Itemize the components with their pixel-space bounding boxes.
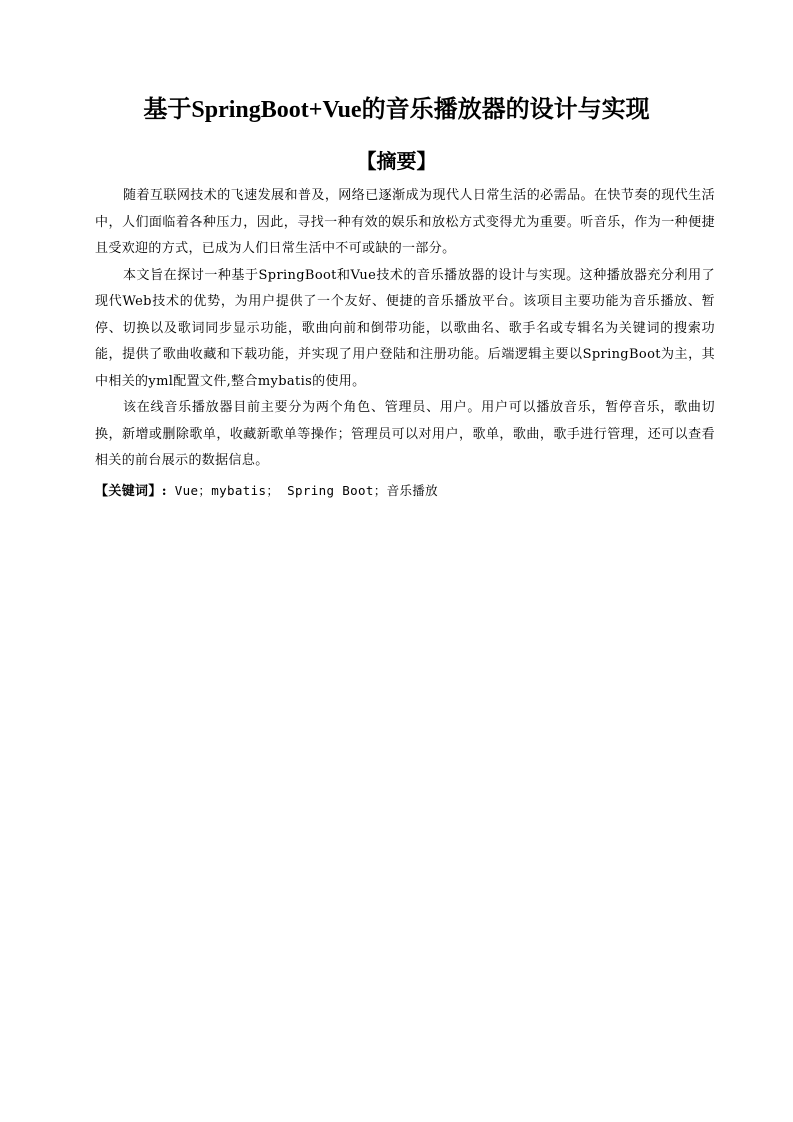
abstract-paragraph-3: 该在线音乐播放器目前主要分为两个角色、管理员、用户。用户可以播放音乐，暂停音乐，歌曲切换，新增或删除歌单，收藏新歌单等操作；管理员可以对用户，歌单，歌曲，歌手进行管理，还可以查看相关的前台展示的数据信息。 [95,400,715,468]
keywords-line [95,478,715,506]
keywords-text: Vue；mybatis； Spring Boot；音乐播放 [166,482,438,498]
paper-title: 基于SpringBoot+Vue的音乐播放器的设计与实现 [143,97,650,123]
abstract-paragraph-1: 随着互联网技术的飞速发展和普及，网络已逐渐成为现代人日常生活的必需品。在快节奏的现代生活中，人们面临着各种压力，因此，寻找一种有效的娱乐和放松方式变得尤为重要。听音乐，作为一种便捷且受欢迎的方式，已成为人们日常生活中不可或缺的一部分。 [95,188,715,256]
abstract-paragraph-2: 本文旨在探讨一种基于SpringBoot和Vue技术的音乐播放器的设计与实现。这种播放器充分利用了现代Web技术的优势，为用户提供了一个友好、便捷的音乐播放平台。该项目主要功能为音乐播放、暂停、切换以及歌词同步显示功能，歌曲向前和倒带功能，以歌曲名、歌手名或专辑名为关键词的搜索功能，提供了歌曲收藏和下载功能，并实现了用户登陆和注册功能。后端逻辑主要以SpringBoot为主，其中相关的yml配置文件,整合mybatis的使用。 [95,267,715,389]
abstract-body [95,183,715,505]
keywords-label: 【关键词】: [95,483,167,499]
abstract-heading: 【摘要】 [356,149,437,173]
